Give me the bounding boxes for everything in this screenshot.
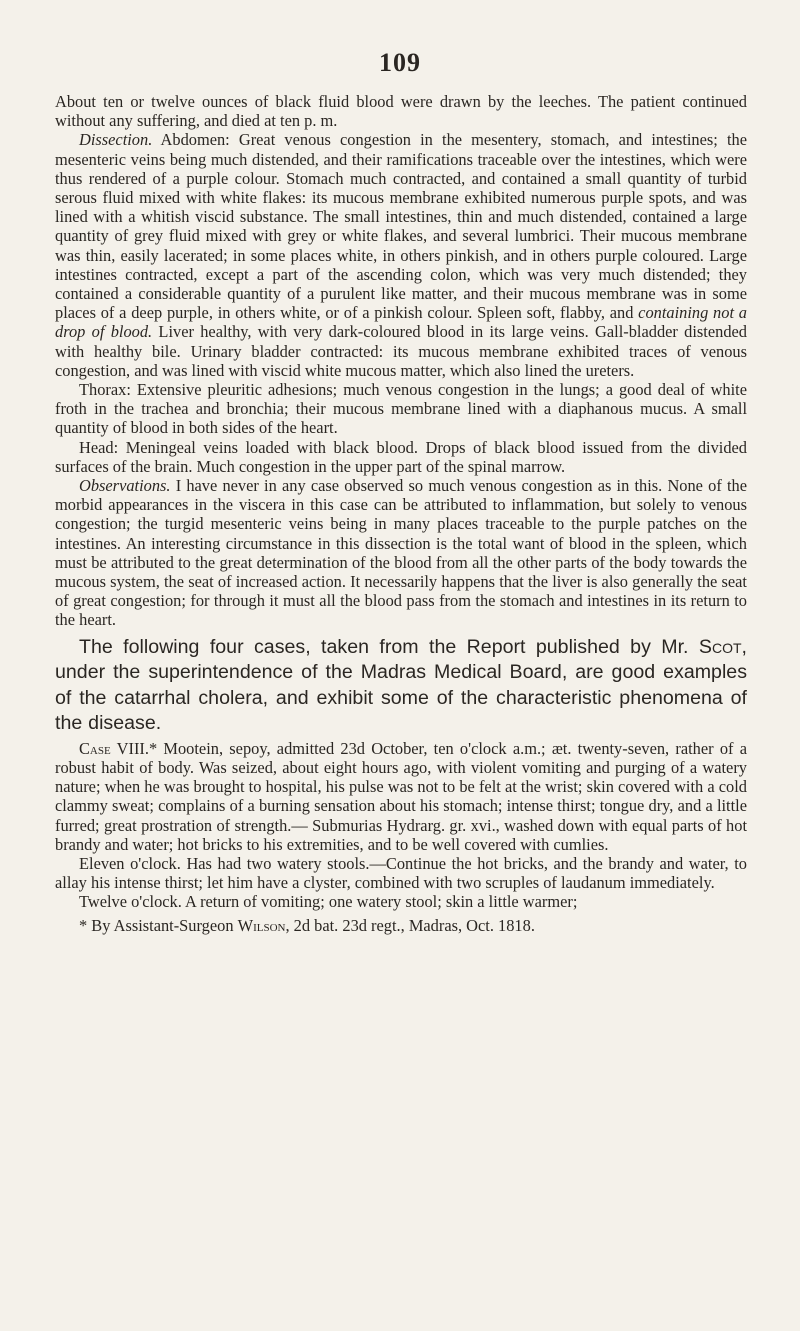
dissection-text: Abdomen: Great venous congestion in the mesentery, stomach, and intestines; the mesenteric veins being much distended, and their ramifications traceable over the intestines, which were thus rendered of a purple colour. Stomach much contracted, and contained a small quantity of turbid serous fluid mixed with white flakes: its mucous membrane exhibited numerous purple spots, and was lined with a whitish viscid substance. The small intestines, thin and much distended, contained a large quantity of grey fluid mixed with grey or white flakes, and several lumbrici. Their mucous membrane was thin, easily lacerated; in some places white, in others pinkish, and in others purple coloured. Large intestines contracted, except a part of the ascending colon, which was very much distended; they contained a considerable quantity of a purulent like matter, and their mucous membrane was in some places of a deep purple, in others white, or of a pinkish colour. Spleen soft, flabby, and bbox=[55, 130, 747, 323]
footnote-name: Wilson bbox=[237, 915, 286, 935]
case-label: Case VIII.* bbox=[79, 738, 158, 758]
paragraph-twelve: Twelve o'clock. A return of vomiting; one watery stool; skin a little warmer; bbox=[79, 892, 578, 912]
paragraph-observations bbox=[55, 476, 747, 630]
intro-text-end: , under the superintendence of the Madras Medical Board, are good examples of the catarrhal cholera, and exhibit some of the characteristic phenomena of the disease. bbox=[55, 635, 747, 735]
paragraph-intro bbox=[55, 635, 747, 737]
footnote bbox=[55, 916, 747, 935]
paragraph-dissection bbox=[55, 130, 747, 380]
intro-text-start: The following four cases, taken from the Report published by Mr. bbox=[79, 635, 699, 658]
observations-text: I have never in any case observed so much venous congestion as in this. None of the morbid appearances in the viscera in this case can be attributed to inflammation, but solely to venous congestion; the turgid mesenteric veins being in many places traceable to the purple patches on the intestines. An interesting circumstance in this dissection is the total want of blood in the spleen, which must be attributed to the great determination of the blood from all the other parts of the body towards the mucous system, the seat of increased action. It necessarily happens that the liver is also generally the seat of great congestion; for through it must all the blood pass from the stomach and intestines in its return to the heart. bbox=[55, 476, 747, 630]
body-text bbox=[55, 92, 747, 935]
dissection-emphasis: containing not a drop of blood. bbox=[55, 303, 747, 342]
dissection-label: Dissection. bbox=[79, 130, 153, 150]
page-number: 109 bbox=[379, 48, 421, 77]
paragraph-case-viii bbox=[55, 739, 747, 854]
paragraph-thorax: Thorax: Extensive pleuritic adhesions; much venous congestion in the lungs; a good deal of white froth in the trachea and bronchia; their mucous membrane lined with a diaphanous mucus. A small quantity of blood in both sides of the heart. bbox=[55, 380, 747, 438]
footnote-start: * By Assistant-Surgeon bbox=[79, 915, 238, 935]
observations-label: Observations. bbox=[79, 476, 171, 496]
intro-author-name: Scot bbox=[698, 635, 742, 658]
paragraph-leeches: About ten or twelve ounces of black fluid blood were drawn by the leeches. The patient continued without any suffering, and died at ten p. m. bbox=[55, 92, 747, 131]
paragraph-eleven: Eleven o'clock. Has had two watery stools.—Continue the hot bricks, and the brandy and water, to allay his intense thirst; let him have a clyster, combined with two scruples of laudanum immediately. bbox=[55, 853, 747, 893]
dissection-tail: Liver healthy, with very dark-coloured blood in its large veins. Gall-bladder distended with healthy bile. Urinary bladder contracted: its mucous membrane exhibited traces of venous congestion, and was lined with viscid white mucous matter, which also lined the ureters. bbox=[55, 322, 747, 380]
footnote-end: , 2d bat. 23d regt., Madras, Oct. 1818. bbox=[285, 915, 535, 935]
case-text: Mootein, sepoy, admitted 23d October, ten o'clock a.m.; æt. twenty-seven, rather of a robust habit of body. Was seized, about eight hours ago, with violent vomiting and purging of a watery nature; when he was brought to hospital, his pulse was not to be felt at the wrist; skin covered with a cold clammy sweat; complains of a burning sensation about his stomach; intense thirst; tongue dry, and a little furred; great prostration of strength.— Submurias Hydrarg. gr. xvi., washed down with equal parts of hot brandy and water; hot bricks to his extremities, and to be well covered with cumlies. bbox=[55, 738, 747, 854]
paragraph-head: Head: Meningeal veins loaded with black blood. Drops of black blood issued from the divided surfaces of the brain. Much congestion in the upper part of the spinal marrow. bbox=[55, 437, 747, 476]
